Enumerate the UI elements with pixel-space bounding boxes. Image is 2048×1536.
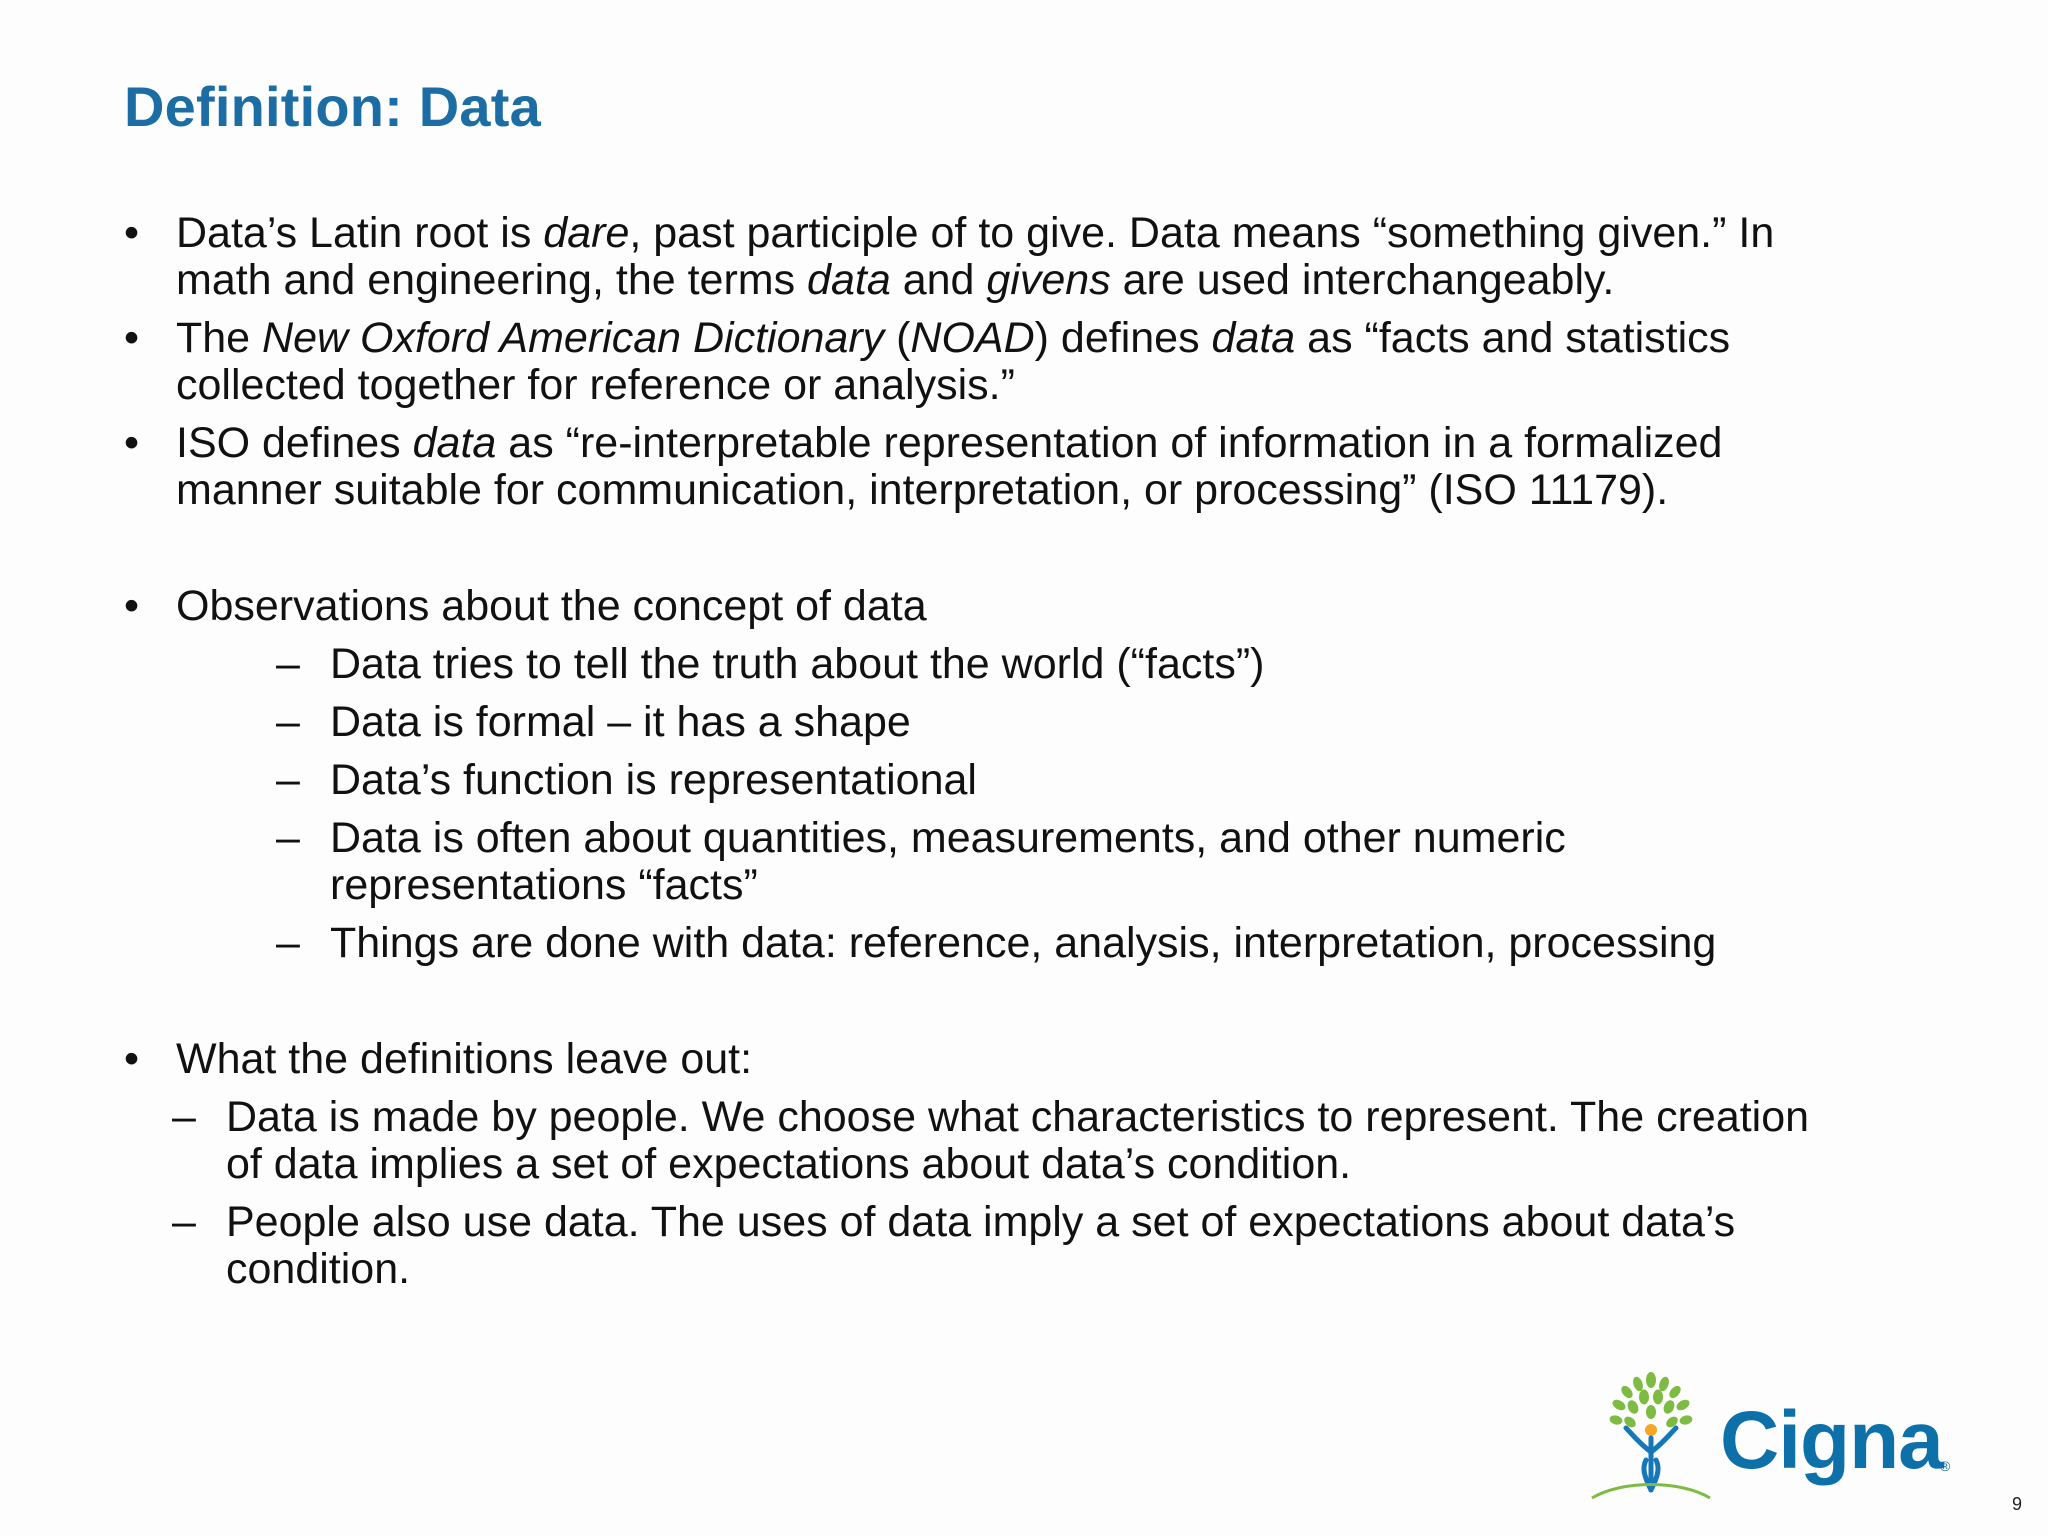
sub-bullet-line: Data is formal – it has a shape xyxy=(330,698,911,746)
text-run: ) defines xyxy=(1034,314,1212,362)
dash-marker: – xyxy=(276,919,300,967)
bullet-iso-definition xyxy=(124,420,1944,514)
sub-bullet-line: Data is often about quantities, measurements, and other numeric xyxy=(330,814,1566,862)
sub-bullet xyxy=(124,699,1944,746)
text-run: Data’s Latin root is xyxy=(176,209,544,257)
bullet-observations xyxy=(124,583,1944,630)
text-run: , past participle of to give. Data means “something given.” In xyxy=(629,209,1775,257)
registered-mark: ® xyxy=(1940,1458,1951,1474)
bullet-line: Observations about the concept of data xyxy=(176,582,927,630)
bullet-marker: • xyxy=(124,582,140,630)
text-run: as “facts and statistics xyxy=(1295,314,1731,362)
text-run: math and engineering, the terms xyxy=(176,256,808,304)
dash-marker: – xyxy=(276,698,300,746)
bullet-line xyxy=(176,210,1944,257)
italic-text-run: dare xyxy=(543,209,630,257)
bullet-line xyxy=(176,420,1944,467)
sub-bullet-line: Data tries to tell the truth about the world (“facts”) xyxy=(330,640,1265,688)
dash-marker: – xyxy=(276,756,300,804)
cigna-wordmark: Cigna xyxy=(1720,1395,1943,1486)
text-run: as “re-interpretable representation of information in a formalized xyxy=(496,419,1723,467)
slide-title: Definition: Data xyxy=(124,75,541,138)
dash-marker: – xyxy=(172,1093,196,1141)
text-run: are used interchangeably. xyxy=(1110,256,1615,304)
sub-bullet-line: representations “facts” xyxy=(330,861,758,909)
italic-text-run: data xyxy=(412,419,497,467)
sub-bullet-line: condition. xyxy=(226,1245,411,1293)
bullet-line: What the definitions leave out: xyxy=(176,1035,753,1083)
dash-marker: – xyxy=(276,640,300,688)
sub-bullet-line: Things are done with data: reference, analysis, interpretation, processing xyxy=(330,919,1717,967)
cigna-logo xyxy=(1588,1372,1956,1500)
sub-bullet xyxy=(124,1094,1944,1188)
slide-content xyxy=(124,210,1944,1304)
text-run: and xyxy=(890,256,987,304)
italic-text-run: NOAD xyxy=(910,314,1035,362)
italic-text-run: data xyxy=(1211,314,1296,362)
bullet-noad-definition xyxy=(124,315,1944,409)
tree-of-life-icon xyxy=(1588,1372,1714,1500)
italic-text-run: New Oxford American Dictionary xyxy=(262,314,885,362)
sub-bullet-line: Data’s function is representational xyxy=(330,756,977,804)
bullet-marker: • xyxy=(124,1035,140,1083)
sub-bullet xyxy=(124,757,1944,804)
sub-bullet xyxy=(124,815,1944,909)
spacer xyxy=(124,525,1944,583)
bullet-marker: • xyxy=(124,209,140,257)
dash-marker: – xyxy=(172,1198,196,1246)
bullet-line xyxy=(176,315,1944,362)
sub-bullet xyxy=(124,920,1944,967)
italic-text-run: data xyxy=(807,256,891,304)
text-run: ( xyxy=(884,314,911,362)
text-run: ISO defines xyxy=(176,419,413,467)
dash-marker: – xyxy=(276,814,300,862)
bullet-definitions-leave-out xyxy=(124,1036,1944,1083)
bullet-marker: • xyxy=(124,419,140,467)
page-number: 9 xyxy=(2011,1494,2022,1514)
bullet-line: collected together for reference or analysis.” xyxy=(176,361,1015,409)
spacer xyxy=(124,978,1944,1036)
bullet-marker: • xyxy=(124,314,140,362)
text-run: The xyxy=(176,314,263,362)
bullet-line: manner suitable for communication, interpretation, or processing” (ISO 11179). xyxy=(176,466,1669,514)
sub-bullet-line: People also use data. The uses of data imply a set of expectations about data’s xyxy=(226,1198,1736,1246)
sub-bullet-line: Data is made by people. We choose what characteristics to represent. The creation xyxy=(226,1093,1810,1141)
italic-text-run: givens xyxy=(986,256,1111,304)
sub-bullet xyxy=(124,1199,1944,1293)
bullet-latin-root xyxy=(124,210,1944,304)
sub-bullet-line: of data implies a set of expectations about data’s condition. xyxy=(226,1140,1352,1188)
sub-bullet xyxy=(124,641,1944,688)
bullet-line xyxy=(176,257,1944,304)
